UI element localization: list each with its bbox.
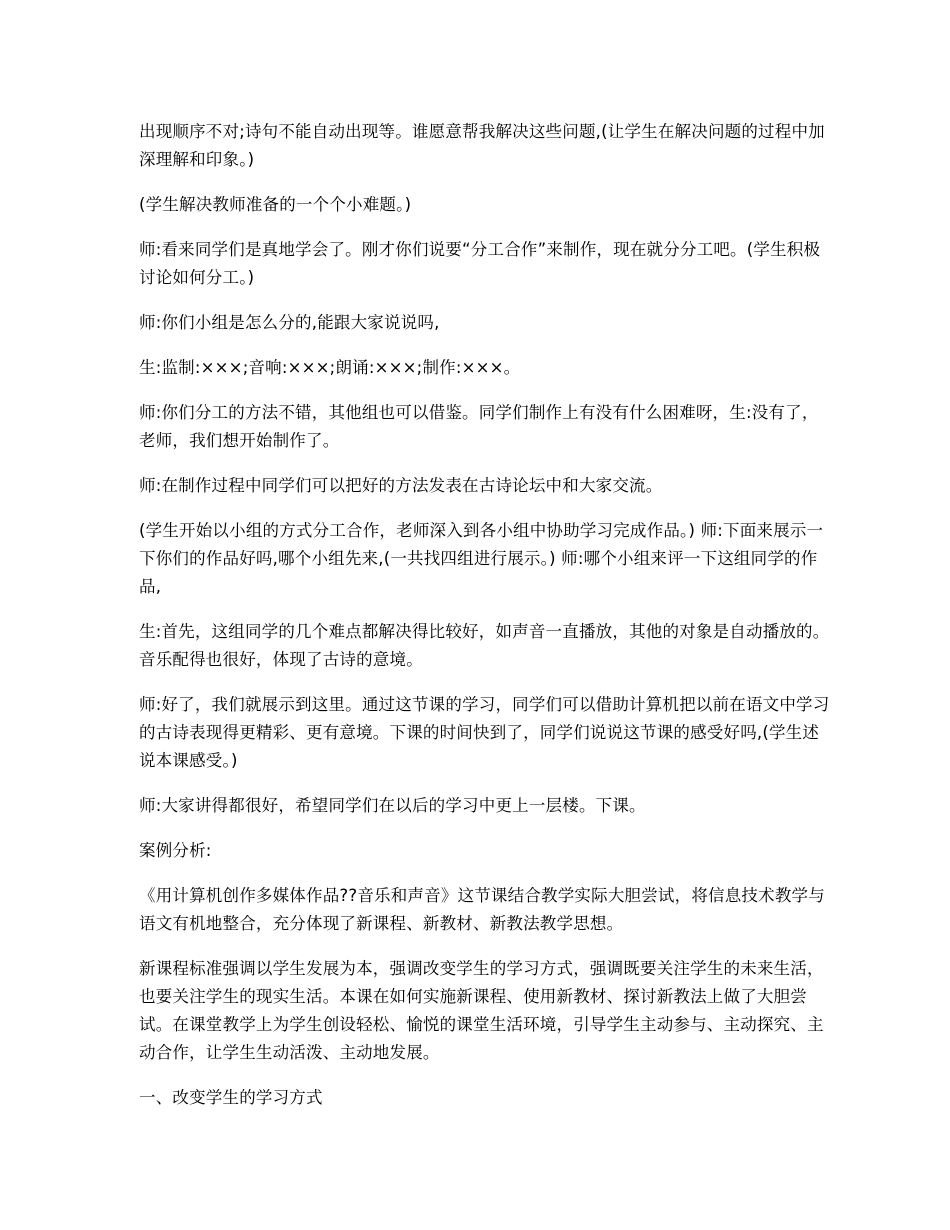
paragraph-5: 生:监制:×××;音响:×××;朗诵:×××;制作:×××。 xyxy=(139,358,521,377)
paragraph-3: 师:看来同学们是真地学会了。刚才你们说要“分工合作”来制作，现在就分分工吧。(学生积极讨论如何分工。) xyxy=(139,240,821,287)
paragraph-9: 生:首先，这组同学的几个难点都解决得比较好，如声音一直播放，其他的对象是自动播放的。音乐配得也很好，体现了古诗的意境。 xyxy=(139,622,830,669)
paragraph-11: 师:大家讲得都很好，希望同学们在以后的学习中更上一层楼。下课。 xyxy=(139,796,646,815)
paragraph-1: 出现顺序不对;诗句不能自动出现等。谁愿意帮我解决这些问题,(让学生在解决问题的过程中加深理解和印象。) xyxy=(139,122,825,169)
section-heading-case-analysis: 案例分析: xyxy=(139,841,212,860)
paragraph-2: (学生解决教师准备的一个个小难题。) xyxy=(139,195,412,214)
section-heading-1: 一、改变学生的学习方式 xyxy=(139,1088,323,1107)
paragraph-4: 师:你们小组是怎么分的,能跟大家说说吗, xyxy=(139,313,440,332)
paragraph-10: 师:好了，我们就展示到这里。通过这节课的学习，同学们可以借助计算机把以前在语文中学习的古诗表现得更精彩、更有意境。下课的时间快到了，同学们说说这节课的感受好吗,(学生述说本课感受。) xyxy=(139,695,830,770)
paragraph-13: 《用计算机创作多媒体作品??音乐和声音》这节课结合教学实际大胆尝试，将信息技术教学与语文有机地整合，充分体现了新课程、新教材、新教法教学思想。 xyxy=(139,886,825,933)
paragraph-7: 师:在制作过程中同学们可以把好的方法发表在古诗论坛中和大家交流。 xyxy=(139,476,663,495)
paragraph-6: 师:你们分工的方法不错，其他组也可以借鉴。同学们制作上有没有什么困难呀，生:没有了，老师，我们想开始制作了。 xyxy=(139,403,819,450)
paragraph-14: 新课程标准强调以学生发展为本，强调改变学生的学习方式，强调既要关注学生的未来生活，也要关注学生的现实生活。本课在如何实施新课程、使用新教材、探讨新教法上做了大胆尝试。在课堂教学上为学生创设轻松、愉悦的课堂生活环境，引导学生主动参与、主动探究、主动合作，让学生生动活泼、主动地发展。 xyxy=(139,959,824,1062)
paragraph-8: (学生开始以小组的方式分工合作，老师深入到各小组中协助学习完成作品。) 师:下面来展示一下你们的作品好吗,哪个小组先来,(一共找四组进行展示。) 师:哪个小组来评一下这组同学的作品, xyxy=(139,521,824,596)
